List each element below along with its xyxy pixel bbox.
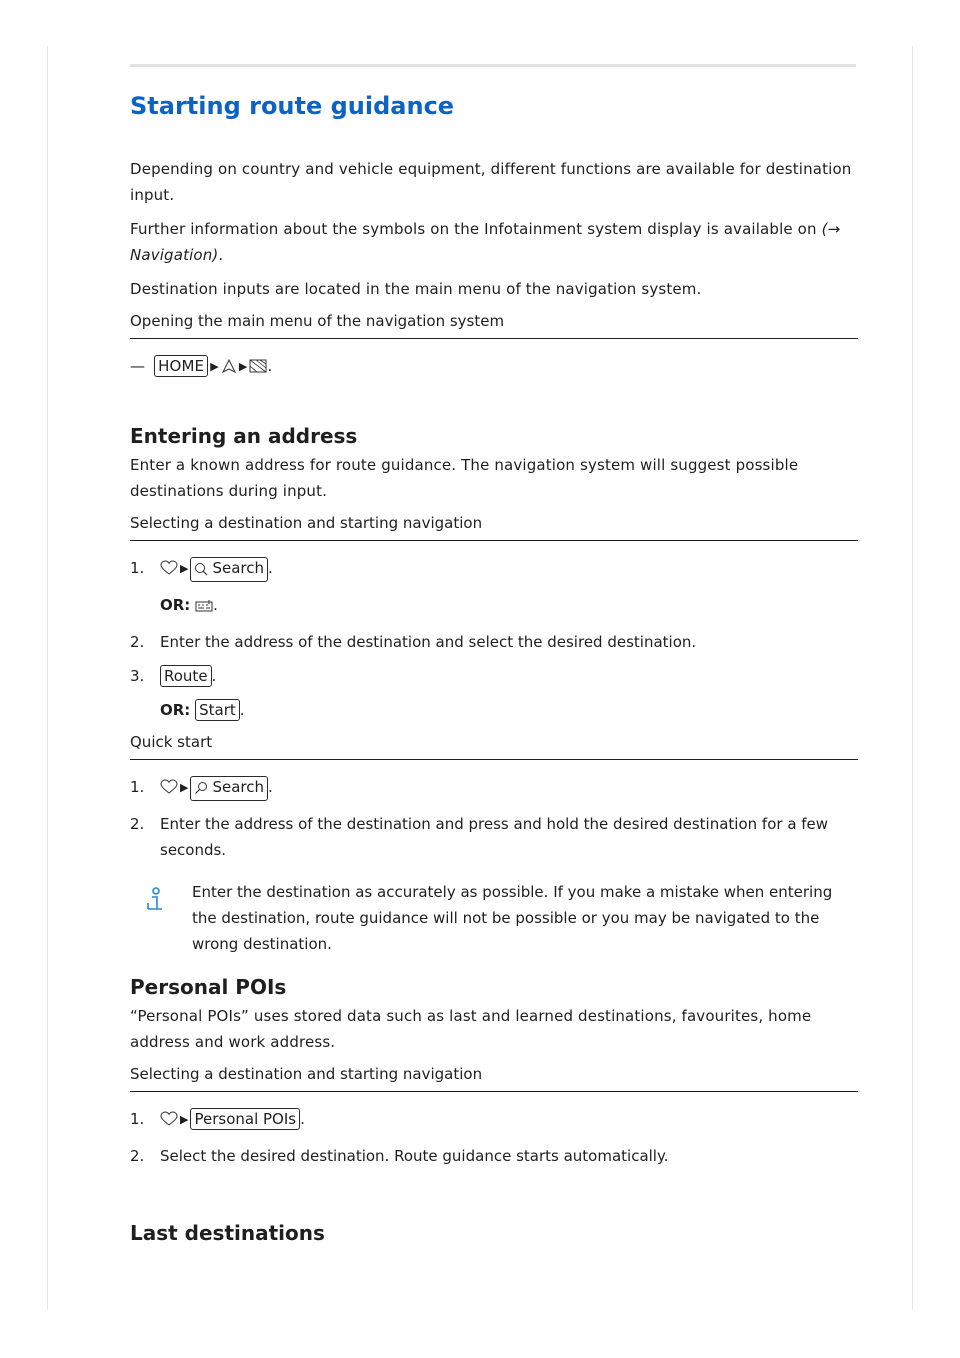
entering-address-caption: Selecting a destination and starting navigation xyxy=(130,512,858,541)
arrow-right-icon: ▶ xyxy=(210,360,219,373)
quick-start-caption: Quick start xyxy=(130,731,858,760)
map-menu-icon xyxy=(249,356,267,382)
arrow-right-icon: ▶ xyxy=(238,360,248,373)
keyboard-menu-icon xyxy=(195,595,213,621)
personal-pois-steps xyxy=(130,1106,858,1169)
list-item: 1. ▶ Personal POIs . xyxy=(130,1106,858,1135)
section-heading-last-destinations: Last destinations xyxy=(130,1221,325,1245)
open-menu-steps: — HOME ▶ ▶ . xyxy=(130,353,858,382)
route-key[interactable]: Route xyxy=(160,665,212,687)
section-heading-personal-pois: Personal POIs xyxy=(130,975,287,999)
entering-address-text: Enter a known address for route guidance. The navigation system will suggest possible destinations during input. xyxy=(130,456,799,500)
list-item: 1. ▶ Search . OR: . xyxy=(130,555,858,621)
home-key[interactable]: HOME xyxy=(154,355,208,377)
search-key[interactable]: Search xyxy=(190,776,268,801)
or-alternative: OR: . xyxy=(160,592,858,621)
top-rule xyxy=(130,64,856,67)
list-item: 2. Enter the address of the destination and select the desired destination. xyxy=(130,633,697,651)
page-content xyxy=(130,86,858,1249)
intro-paragraph-2: Further information about the symbols on the Infotainment system display is available on (→ Navigation). xyxy=(130,220,841,264)
personal-pois-key[interactable]: Personal POIs xyxy=(190,1108,300,1130)
arrow-right-icon: ▶ xyxy=(180,781,189,794)
or-alternative: OR: Start . xyxy=(160,701,245,719)
search-key[interactable]: Search xyxy=(190,557,268,582)
heart-icon xyxy=(160,777,178,803)
navigation-triangle-icon xyxy=(221,356,237,382)
page-title: Starting route guidance xyxy=(130,92,455,120)
entering-address-steps xyxy=(130,555,858,723)
search-icon xyxy=(194,561,208,581)
intro-paragraph-1: Depending on country and vehicle equipment, different functions are available for destination input. xyxy=(130,160,852,204)
list-item: 2. Enter the address of the destination and press and hold the desired destination for a few seconds. xyxy=(130,815,829,859)
list-item: 3. Route . OR: Start . xyxy=(130,663,858,723)
search-icon xyxy=(194,780,208,800)
start-key[interactable]: Start xyxy=(195,699,240,721)
personal-pois-text: “Personal POIs” uses stored data such as last and learned destinations, favourites, home address and work address. xyxy=(130,1007,812,1051)
arrow-right-icon: ▶ xyxy=(180,1113,189,1126)
intro-paragraph-3: Destination inputs are located in the main menu of the navigation system. xyxy=(130,280,702,298)
open-menu-caption: Opening the main menu of the navigation system xyxy=(130,310,858,339)
personal-pois-caption: Selecting a destination and starting navigation xyxy=(130,1063,858,1092)
list-item: 1. ▶ Search . xyxy=(130,774,858,803)
arrow-right-icon: ▶ xyxy=(180,562,189,575)
right-margin-rule xyxy=(912,46,913,1310)
list-item: 2. Select the desired destination. Route guidance starts automatically. xyxy=(130,1147,669,1165)
navigation-link[interactable]: (→ Navigation) xyxy=(130,220,841,264)
heart-icon xyxy=(160,558,178,584)
quick-start-steps xyxy=(130,774,858,863)
left-margin-rule xyxy=(47,46,48,1310)
heart-icon xyxy=(160,1109,178,1135)
section-heading-entering-address: Entering an address xyxy=(130,424,358,448)
info-note: Enter the destination as accurately as possible. If you make a mistake when entering the destination, route guidance will not be possible or you may be navigated to the wrong destination. xyxy=(130,879,858,957)
info-icon xyxy=(146,887,166,921)
